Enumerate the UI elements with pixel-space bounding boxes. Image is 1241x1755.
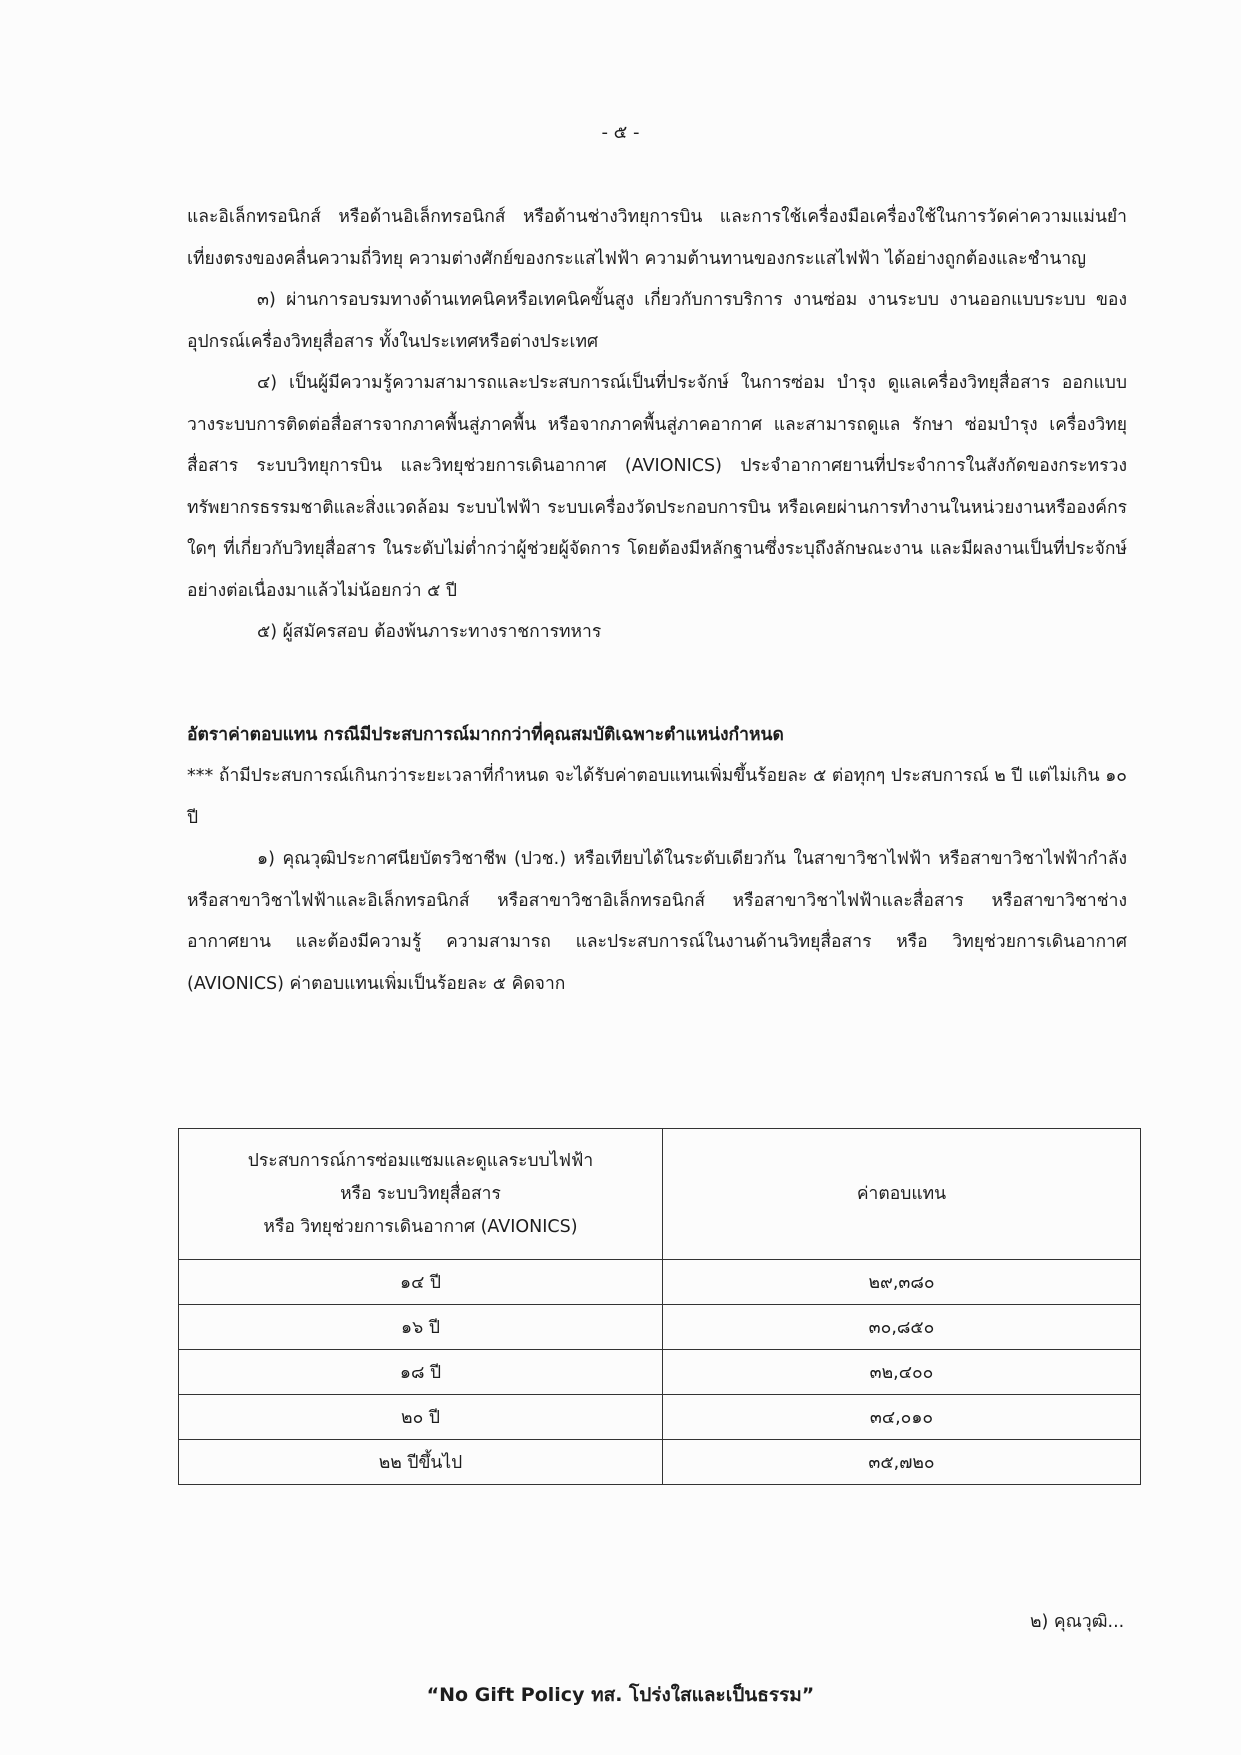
experience-cell: ๑๔ ปี bbox=[179, 1260, 663, 1305]
section-item-1: ๑) คุณวุฒิประกาศนียบัตรวิชาชีพ (ปวช.) หรือเทียบได้ในระดับเดียวกัน ในสาขาวิชาไฟฟ้า หรือสาขาวิชาไฟฟ้ากำลัง หรือสาขาวิชาไฟฟ้าและอิเล็กทรอนิกส์ หรือสาขาวิชาอิเล็กทรอนิกส์ หรือสาขาวิชาไฟฟ้าและสื่อสาร หรือสาขาวิชาช่างอากาศยาน และต้องมีความรู้ ความสามารถ และประสบการณ์ในงานด้านวิทยุสื่อสาร หรือ วิทยุช่วยการเดินอากาศ (AVIONICS) ค่าตอบแทนเพิ่มเป็นร้อยละ ๕ คิดจาก bbox=[187, 849, 1127, 994]
page-number: - ๕ - bbox=[601, 122, 640, 143]
experience-header-line: หรือ วิทยุช่วยการเดินอากาศ (AVIONICS) bbox=[263, 1216, 578, 1237]
paragraph-continued: และอิเล็กทรอนิกส์ หรือด้านอิเล็กทรอนิกส์ หรือด้านช่างวิทยุการบิน และการใช้เครื่องมือเครื่องใช้ในการวัดค่าความแม่นยำ เที่ยงตรงของคลื่นความถี่วิทยุ ความต่างศักย์ของกระแสไฟฟ้า ความต้านทานของกระแสไฟฟ้า ได้อย่างถูกต้องและชำนาญ bbox=[187, 207, 1127, 269]
compensation-table bbox=[178, 1128, 1141, 1485]
table-header-row bbox=[179, 1129, 1141, 1260]
table-row bbox=[179, 1395, 1141, 1440]
experience-header bbox=[179, 1129, 663, 1260]
experience-cell: ๑๘ ปี bbox=[179, 1350, 663, 1395]
table-row bbox=[179, 1305, 1141, 1350]
experience-cell: ๒๐ ปี bbox=[179, 1395, 663, 1440]
paragraph-item-5: ๕) ผู้สมัครสอบ ต้องพ้นภาระทางราชการทหาร bbox=[257, 622, 602, 642]
pay-cell: ๓๕,๗๒๐ bbox=[663, 1440, 1141, 1485]
pay-cell: ๓๐,๘๕๐ bbox=[663, 1305, 1141, 1350]
continuation-text: ๒) คุณวุฒิ... bbox=[1030, 1612, 1125, 1632]
pay-header: ค่าตอบแทน bbox=[663, 1129, 1141, 1260]
paragraph-item-3: ๓) ผ่านการอบรมทางด้านเทคนิคหรือเทคนิคขั้นสูง เกี่ยวกับการบริการ งานซ่อม งานระบบ งานออกแบบระบบ ของอุปกรณ์เครื่องวิทยุสื่อสาร ทั้งในประเทศหรือต่างประเทศ bbox=[187, 290, 1127, 352]
section-spacer bbox=[187, 654, 1127, 715]
table-row bbox=[179, 1260, 1141, 1305]
paragraph-item-4: ๔) เป็นผู้มีความรู้ความสามารถและประสบการณ์เป็นที่ประจักษ์ ในการซ่อม บำรุง ดูแลเครื่องวิทยุสื่อสาร ออกแบบ วางระบบการติดต่อสื่อสารจากภาคพื้นสู่ภาคพื้น หรือจากภาคพื้นสู่ภาคอากาศ และสามารถดูแล รักษา ซ่อมบำรุง เครื่องวิทยุสื่อสาร ระบบวิทยุการบิน และวิทยุช่วยการเดินอากาศ (AVIONICS) ประจำอากาศยานที่ประจำการในสังกัดของกระทรวงทรัพยากรธรรมชาติและสิ่งแวดล้อม ระบบไฟฟ้า ระบบเครื่องวัดประกอบการบิน หรือเคยผ่านการทำงานในหน่วยงานหรือองค์กรใดๆ ที่เกี่ยวกับวิทยุสื่อสาร ในระดับไม่ต่ำกว่าผู้ช่วยผู้จัดการ โดยต้องมีหลักฐานซึ่งระบุถึงลักษณะงาน และมีผลงานเป็นที่ประจักษ์อย่างต่อเนื่องมาแล้วไม่น้อยกว่า ๕ ปี bbox=[187, 373, 1127, 601]
experience-cell: ๒๒ ปีขึ้นไป bbox=[179, 1440, 663, 1485]
section-note: *** ถ้ามีประสบการณ์เกินกว่าระยะเวลาที่กำหนด จะได้รับค่าตอบแทนเพิ่มขึ้นร้อยละ ๕ ต่อทุกๆ ประสบการณ์ ๒ ปี แต่ไม่เกิน ๑๐ ปี bbox=[187, 766, 1127, 828]
section-heading: อัตราค่าตอบแทน กรณีมีประสบการณ์มากกว่าที่คุณสมบัติเฉพาะตำแหน่งกำหนด bbox=[187, 724, 784, 745]
pay-cell: ๒๙,๓๘๐ bbox=[663, 1260, 1141, 1305]
experience-cell: ๑๖ ปี bbox=[179, 1305, 663, 1350]
table-row bbox=[179, 1440, 1141, 1485]
body-text bbox=[187, 197, 1127, 1005]
pay-cell: ๓๒,๔๐๐ bbox=[663, 1350, 1141, 1395]
experience-header-line: ประสบการณ์การซ่อมแซมและดูแลระบบไฟฟ้า bbox=[247, 1150, 594, 1171]
pay-cell: ๓๔,๐๑๐ bbox=[663, 1395, 1141, 1440]
experience-header-line: หรือ ระบบวิทยุสื่อสาร bbox=[340, 1183, 501, 1204]
footer-slogan: “No Gift Policy ทส. โปร่งใสและเป็นธรรม” bbox=[426, 1684, 815, 1706]
table-row bbox=[179, 1350, 1141, 1395]
